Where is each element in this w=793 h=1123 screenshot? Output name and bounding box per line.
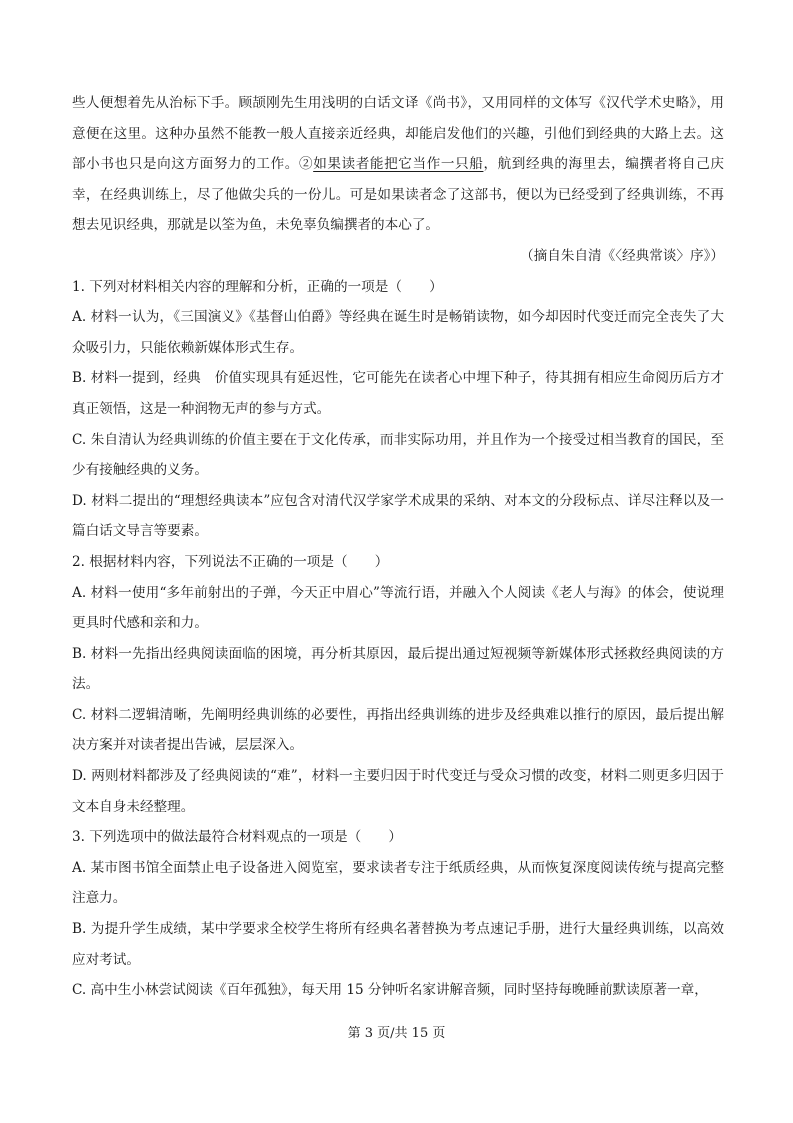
passage-underlined-sentence: 如果读者能把它当作一只船	[313, 156, 484, 173]
question-3	[72, 822, 724, 1006]
passage-text-part2: ，航到经典的海里去，编撰者将自己庆幸，在经典训练上，尽了他做尖兵的一份儿。可是如果读者念了这部书，便以为已经受到了经典训练，不再想去见识经典，那就是以筌为鱼，未免辜负编撰者的本心了。	[72, 156, 725, 234]
passage-source: （摘自朱自清《〈经典常谈〉序》）	[520, 247, 724, 264]
option-b: B. 为提升学生成绩，某中学要求全校学生将所有经典名著替换为考点速记手册，进行大量经典训练，以高效应对考试。	[72, 921, 724, 968]
option-d: D. 两则材料都涉及了经典阅读的“难”，材料一主要归因于时代变迁与受众习惯的改变，材料二则更多归因于文本自身未经整理。	[72, 768, 724, 815]
option-a: A. 某市图书馆全面禁止电子设备进入阅览室，要求读者专注于纸质经典，从而恢复深度阅读传统与提高完整注意力。	[72, 859, 724, 907]
page-footer: 第 3 页/共 15 页	[347, 1026, 446, 1041]
option-a: A. 材料一使用“多年前射出的子弹，今天正中眉心”等流行语，并融入个人阅读《老人与海》的体会，使说理更具时代感和亲和力。	[72, 584, 724, 632]
option-d: D. 材料二提出的“理想经典读本”应包含对清代汉学家学术成果的采纳、对本文的分段标点、详尽注释以及一篇白话文导言等要素。	[72, 492, 724, 540]
question-stem: 2. 根据材料内容，下列说法不正确的一项是（ ）	[72, 553, 389, 570]
document-page	[72, 88, 724, 1006]
option-c: C. 高中生小林尝试阅读《百年孤独》，每天用 15 分钟听名家讲解音频，同时坚持每晚睡前默读原著一章，	[72, 982, 708, 999]
question-1	[72, 272, 724, 547]
passage-text-part1: 些人便想着先从治标下手。顾颉刚先生用浅明的白话文译《尚书》，又用同样的文体写《汉代学术史略》，用意便在这里。这种办虽然不能教一般人直接亲近经典，却能启发他们的兴趣，引他们到经典的大路上去。这部小书也只是向这方面努力的工作。②	[72, 95, 724, 173]
question-2	[72, 547, 724, 822]
option-c: C. 材料二逻辑清晰，先阐明经典训练的必要性，再指出经典训练的进步及经典难以推行的原因，最后提出解决方案并对读者提出告诫，层层深入。	[72, 706, 724, 754]
question-stem: 3. 下列选项中的做法最符合材料观点的一项是（ ）	[72, 829, 402, 846]
option-b: B. 材料一先指出经典阅读面临的困境，再分析其原因，最后提出通过短视频等新媒体形式拯救经典阅读的方法。	[72, 645, 724, 693]
option-a: A. 材料一认为，《三国演义》《基督山伯爵》等经典在诞生时是畅销读物，如今却因时代变迁而完全丧失了大众吸引力，只能依赖新媒体形式生存。	[72, 309, 724, 356]
option-c: C. 朱自清认为经典训练的价值主要在于文化传承，而非实际功用，并且作为一个接受过相当教育的国民，至少有接触经典的义务。	[72, 431, 724, 479]
passage-paragraph	[72, 88, 724, 241]
question-stem: 1. 下列对材料相关内容的理解和分析，正确的一项是（ ）	[72, 278, 443, 295]
option-b: B. 材料一提到，经典 价值实现具有延迟性，它可能先在读者心中埋下种子，待其拥有相应生命阅历后方才真正领悟，这是一种润物无声的参与方式。	[72, 370, 724, 417]
